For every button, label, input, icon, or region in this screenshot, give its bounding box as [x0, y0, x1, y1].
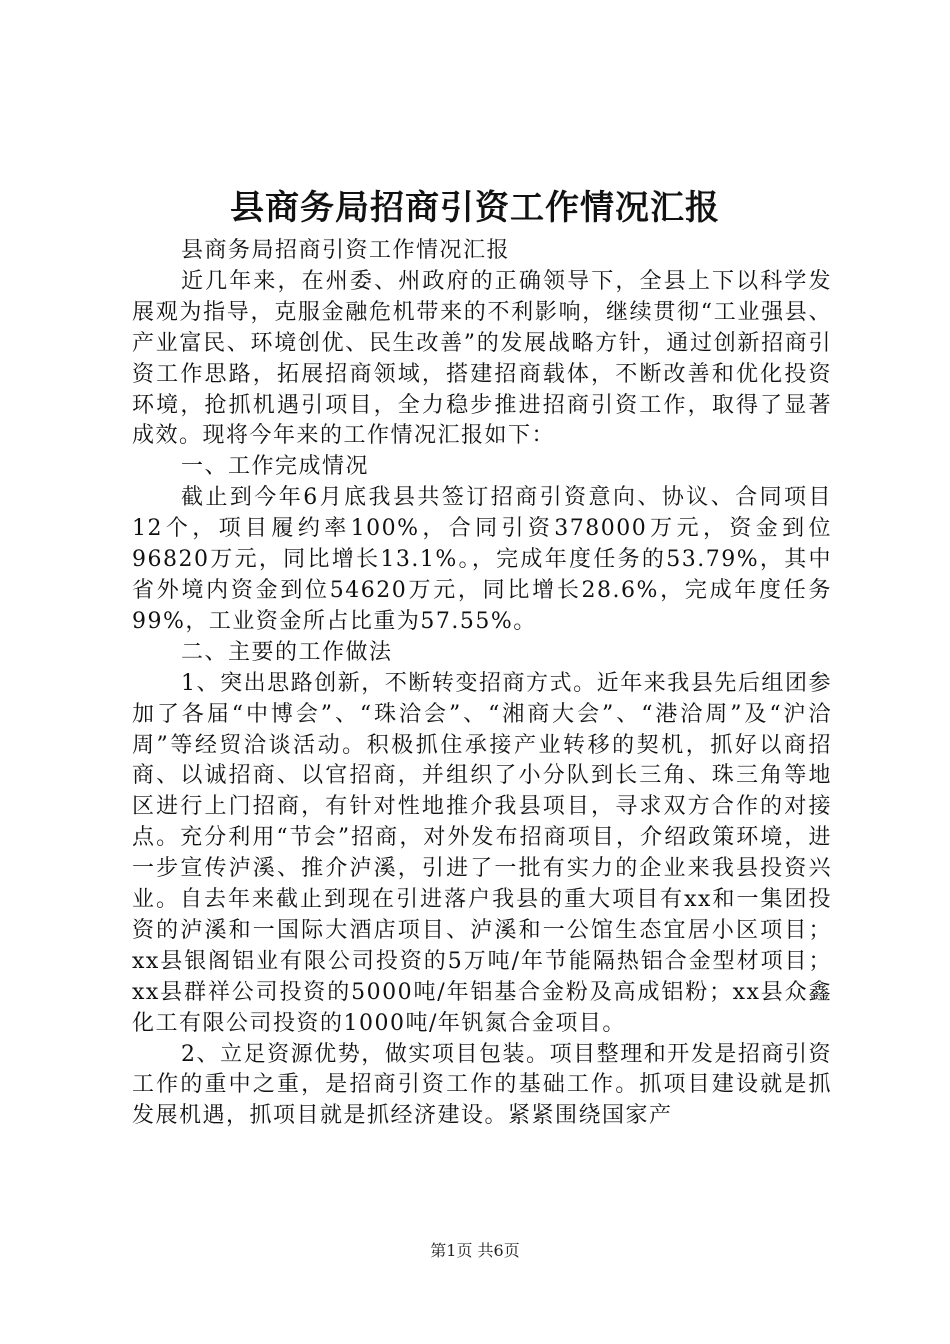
- document-body: [132, 236, 832, 1132]
- section-heading-completion: 一、工作完成情况: [181, 454, 370, 480]
- completion-paragraph: 截止到今年6月底我县共签订招商引资意向、协议、合同项目12个，项目履约率100%，合同引资378000万元，资金到位96820万元，同比增长13.1%。，完成年度任务的53.79%，其中省外境内资金到位54620万元，同比增长28.6%，完成年度任务99%，工业资金所占比重为57.55%。: [132, 485, 832, 634]
- method-paragraph-1: 1、突出思路创新，不断转变招商方式。近年来我县先后组团参加了各届“中博会”、“珠洽会”、“湘商大会”、“港洽周”及“沪洽周”等经贸洽谈活动。积极抓住承接产业转移的契机，抓好以商招商、以诚招商、以官招商，并组织了小分队到长三角、珠三角等地区进行上门招商，有针对性地推介我县项目，寻求双方合作的对接点。充分利用“节会”招商，对外发布招商项目，介绍政策环境，进一步宣传泸溪、推介泸溪，引进了一批有实力的企业来我县投资兴业。自去年来截止到现在引进落户我县的重大项目有xx和一集团投资的泸溪和一国际大酒店项目、泸溪和一公馆生态宜居小区项目；xx县银阁铝业有限公司投资的5万吨/年节能隔热铝合金型材项目；xx县群祥公司投资的5000吨/年铝基合金粉及高成铝粉；xx县众鑫化工有限公司投资的1000吨/年钒氮合金项目。: [132, 670, 832, 1036]
- method-paragraph-2: 2、立足资源优势，做实项目包装。项目整理和开发是招商引资工作的重中之重，是招商引资工作的基础工作。抓项目建设就是抓发展机遇，抓项目就是抓经济建设。紧紧围绕国家产: [132, 1041, 832, 1129]
- document-subtitle-paragraph: 县商务局招商引资工作情况汇报: [181, 238, 511, 263]
- section-heading-methods: 二、主要的工作做法: [181, 639, 393, 665]
- page-number-footer: 第1页 共6页: [430, 1241, 520, 1260]
- intro-paragraph: 近几年来，在州委、州政府的正确领导下，全县上下以科学发展观为指导，克服金融危机带来的不利影响，继续贯彻“工业强县、产业富民、环境创优、民生改善”的发展战略方针，通过创新招商引资工作思路，拓展招商领域，搭建招商载体，不断改善和优化投资环境，抢抓机遇引项目，全力稳步推进招商引资工作，取得了显著成效。现将今年来的工作情况汇报如下：: [132, 268, 832, 449]
- document-title: 县商务局招商引资工作情况汇报: [230, 188, 720, 228]
